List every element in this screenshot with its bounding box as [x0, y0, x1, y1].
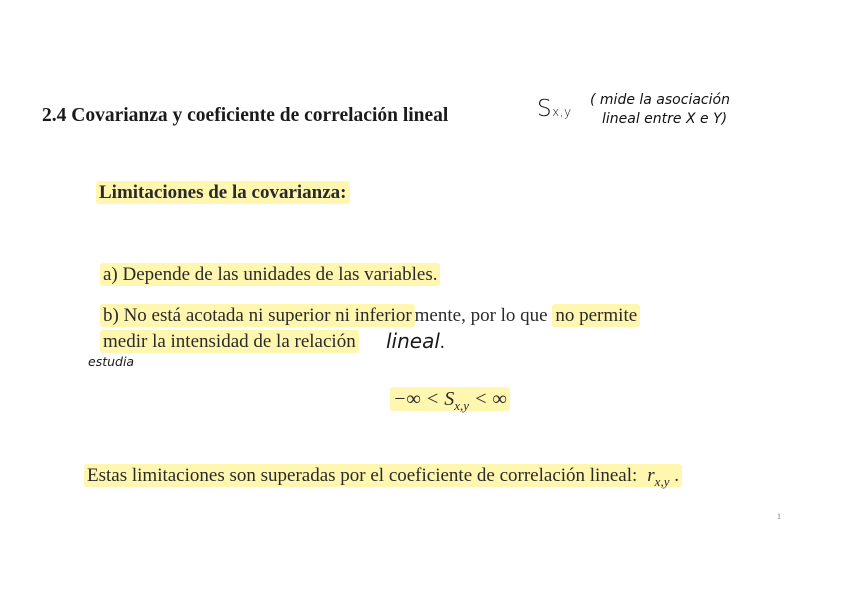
handwritten-note-line1: ( mide la asociación	[590, 92, 730, 108]
section-heading: 2.4 Covarianza y coeficiente de correlación lineal	[42, 105, 449, 126]
item-b-end: .	[439, 332, 445, 353]
handwritten-s-symbol: S	[537, 96, 553, 122]
conclusion-end: .	[669, 465, 679, 486]
correlation-symbol	[647, 465, 670, 489]
item-b-line2-highlight: medir la intensidad de la relación	[100, 330, 359, 353]
item-b-line2	[100, 331, 359, 353]
item-a	[100, 264, 440, 286]
conclusion	[84, 465, 682, 490]
conclusion-highlight	[84, 464, 682, 487]
formula-highlight	[390, 387, 510, 411]
item-b-highlight-1	[100, 304, 415, 327]
item-b-part3: mente, por lo que	[414, 305, 553, 326]
handwritten-estudia: estudia	[88, 354, 135, 369]
item-a-highlight: a) Depende de las unidades de las variables.	[100, 263, 440, 286]
item-b-line1	[100, 305, 640, 327]
item-b-part4: no permite	[552, 304, 640, 327]
correlation-subscript: x,y	[654, 473, 670, 489]
covariance-bounds-formula	[390, 388, 510, 414]
handwritten-sxy	[537, 96, 572, 122]
handwritten-note-line2: lineal entre X e Y)	[602, 111, 728, 127]
handwritten-s-subscript: x,y	[552, 105, 572, 119]
limitations-heading	[96, 182, 350, 204]
page-number: 1	[777, 512, 781, 521]
handwritten-lineal-text: lineal	[386, 329, 440, 353]
item-b-part1: No está acotada	[123, 305, 244, 326]
formula-subscript: x,y	[454, 398, 470, 413]
item-b-part2: ni superior ni inferior	[243, 305, 412, 326]
conclusion-text: Estas limitaciones son superadas por el coeficiente de correlación lineal:	[87, 465, 638, 486]
correlation-r: r	[647, 465, 655, 486]
formula-left: −∞ < S	[393, 388, 455, 410]
formula-right: < ∞	[469, 388, 507, 410]
handwritten-lineal	[386, 329, 445, 354]
item-b-label: b)	[103, 305, 124, 326]
limitations-heading-highlight: Limitaciones de la covarianza:	[96, 181, 350, 204]
